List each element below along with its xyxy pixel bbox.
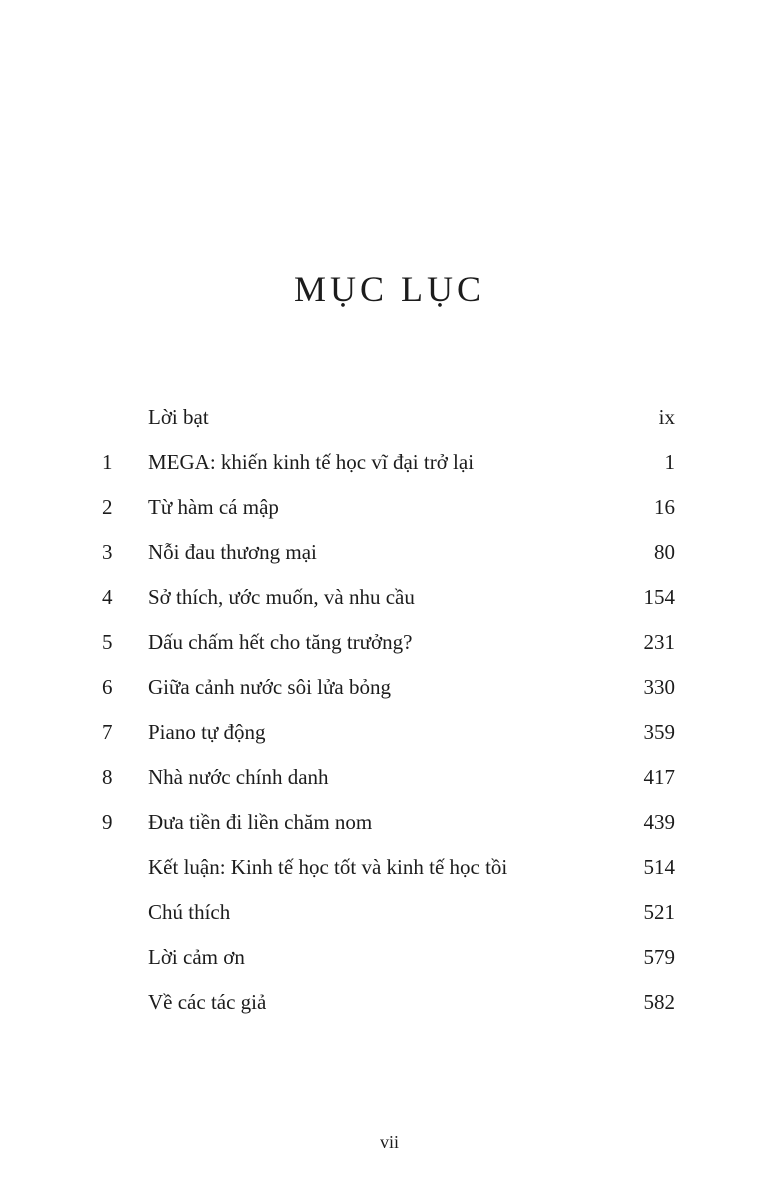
toc-entry-page: 80 xyxy=(654,540,675,564)
table-of-contents xyxy=(100,395,675,1025)
toc-entry-title: Dấu chấm hết cho tăng trưởng? xyxy=(148,630,413,654)
toc-entry-title: Giữa cảnh nước sôi lửa bỏng xyxy=(148,675,391,699)
toc-entry-title: Nỗi đau thương mại xyxy=(148,540,317,564)
toc-entry-number: 9 xyxy=(102,810,113,834)
toc-entry-page: 231 xyxy=(643,630,675,654)
toc-entry-page: 154 xyxy=(643,585,675,609)
toc-entry-number: 7 xyxy=(102,720,113,744)
toc-entry xyxy=(100,665,675,710)
toc-entry xyxy=(100,980,675,1025)
toc-entry xyxy=(100,485,675,530)
toc-entry-page: 579 xyxy=(643,945,675,969)
page-number: vii xyxy=(379,1132,399,1152)
toc-entry-number: 8 xyxy=(102,765,113,789)
toc-entry-number: 6 xyxy=(102,675,113,699)
toc-entry-title: Lời bạt xyxy=(148,405,209,429)
toc-entry xyxy=(100,800,675,845)
toc-entry-title: Sở thích, ước muốn, và nhu cầu xyxy=(148,585,415,609)
toc-entry-number: 1 xyxy=(102,450,113,474)
toc-entry xyxy=(100,530,675,575)
toc-entry-page: 330 xyxy=(643,675,675,699)
toc-entry-page: 359 xyxy=(643,720,675,744)
toc-entry xyxy=(100,755,675,800)
toc-entry-title: Nhà nước chính danh xyxy=(148,765,329,789)
toc-entry-page: 582 xyxy=(643,990,675,1014)
toc-entry-page: 521 xyxy=(643,900,675,924)
toc-entry-title: Đưa tiền đi liền chăm nom xyxy=(148,810,373,834)
toc-entry-title: Piano tự động xyxy=(148,720,266,744)
toc-entry-page: 439 xyxy=(643,810,675,834)
toc-entry xyxy=(100,395,675,440)
toc-entry-page: 417 xyxy=(643,765,675,789)
toc-entry-title: Chú thích xyxy=(148,900,231,924)
toc-entry-title: Về các tác giả xyxy=(148,990,267,1014)
toc-entry-title: Lời cảm ơn xyxy=(148,945,245,969)
toc-entry-page: 514 xyxy=(643,855,675,879)
toc-entry-page: 16 xyxy=(654,495,675,519)
toc-entry-number: 3 xyxy=(102,540,113,564)
toc-entry-title: MEGA: khiến kinh tế học vĩ đại trở lại xyxy=(148,450,475,474)
toc-entry xyxy=(100,890,675,935)
toc-entry-number: 2 xyxy=(102,495,113,519)
toc-entry xyxy=(100,710,675,755)
toc-entry-page: 1 xyxy=(664,450,675,474)
toc-entry xyxy=(100,575,675,620)
toc-entry-title: Kết luận: Kinh tế học tốt và kinh tế học tồi xyxy=(148,855,508,879)
page-title: MỤC LỤC xyxy=(293,269,486,309)
toc-entry xyxy=(100,845,675,890)
toc-entry-number: 5 xyxy=(102,630,113,654)
toc-entry-title: Từ hàm cá mập xyxy=(148,495,279,519)
toc-entry xyxy=(100,935,675,980)
toc-entry xyxy=(100,620,675,665)
toc-entry xyxy=(100,440,675,485)
toc-entry-number: 4 xyxy=(102,585,113,609)
toc-entry-page: ix xyxy=(658,405,675,429)
